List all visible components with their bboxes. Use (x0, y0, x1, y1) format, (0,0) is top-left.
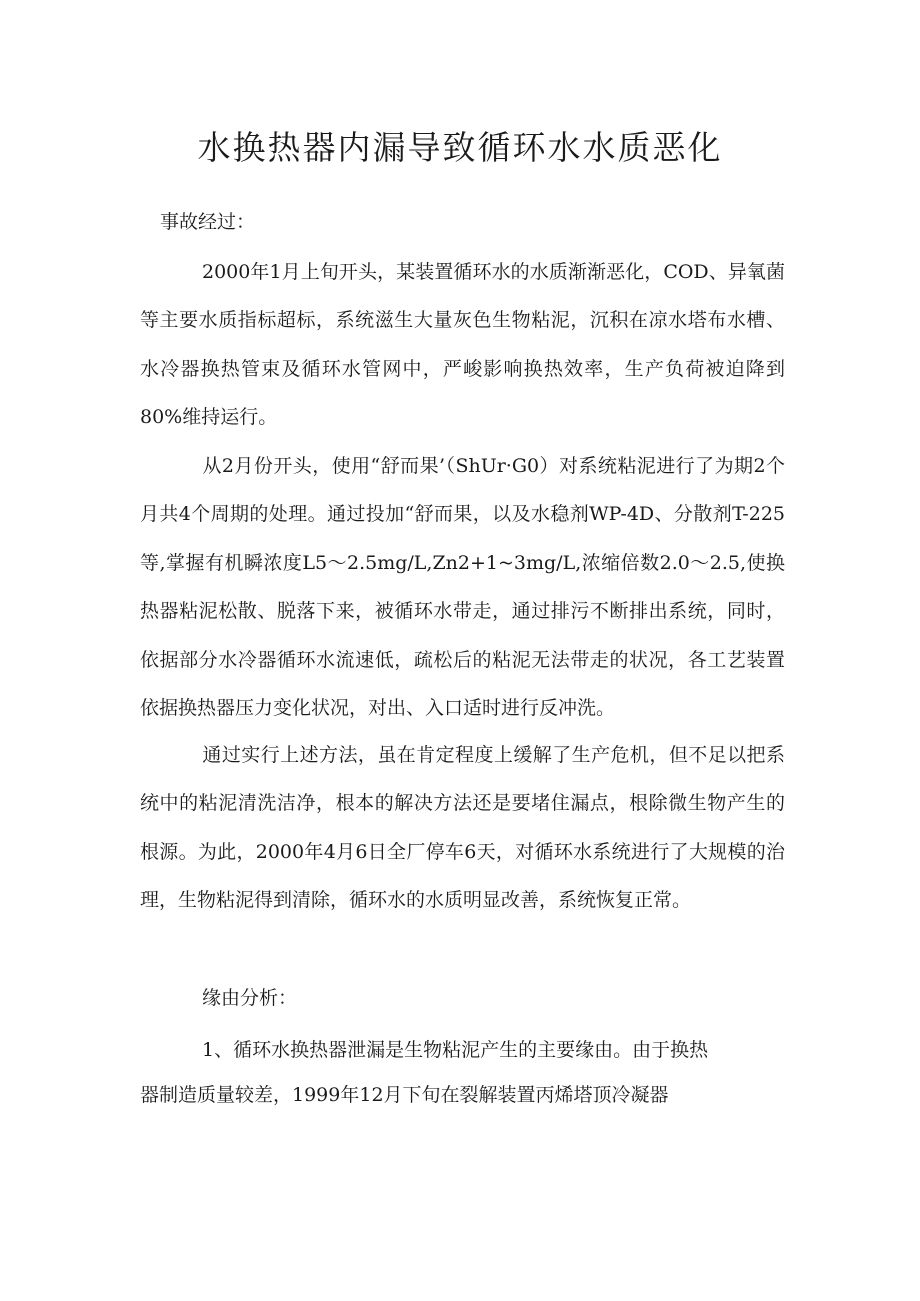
paragraph-2 (140, 442, 785, 732)
cause-1-line-1: 1、循环水换热器泄漏是生物粘泥产生的主要缘由。由于换热 (202, 1039, 709, 1061)
accident-section-label: 事故经过： (160, 211, 256, 233)
paragraph-2-text: 从2月份开头，使用“舒而果’（ShUr·G0）对系统粘泥进行了为期2个月共4个周期的处理。通过投加“舒而果，以及水稳剂WP-4D、分散剂T-225等,掌握有机瞬浓度L5～2.5mg/L,Zn2+1~3mg/L,浓缩倍数2.0～2.5,使换热器粘泥松散、脱落下来，被循环水带走，通过排污不断排出系统，同时，依据部分水冷器循环水流速低，疏松后的粘泥无法带走的状况，各工艺装置依据换热器压力变化状况，对出、入口适时进行反冲洗。 (140, 455, 785, 720)
paragraph-1 (140, 248, 785, 442)
document-title: 水换热器内漏导致循环水水质恶化 (197, 128, 723, 167)
cause-section-label: 缘由分析： (202, 987, 298, 1009)
paragraph-3-text: 通过实行上述方法，虽在肯定程度上缓解了生产危机，但不足以把系统中的粘泥清洗洁净，根本的解决方法还是要堵住漏点，根除微生物产生的根源。为此，2000年4月6日全厂停车6天，对循环水系统进行了大规模的治理，生物粘泥得到清除，循环水的水质明显改善，系统恢复正常。 (140, 744, 785, 912)
paragraph-3 (140, 731, 785, 925)
paragraph-1-text: 2000年1月上旬开头，某装置循环水的水质渐渐恶化，COD、异氧菌等主要水质指标超标，系统滋生大量灰色生物粘泥，沉积在凉水塔布水槽、水冷器换热管束及循环水管网中，严峻影响换热效率，生产负荷被迫降到80%维持运行。 (140, 261, 785, 429)
cause-1-line-2: 器制造质量较差，1999年12月下旬在裂解装置丙烯塔顶冷凝器 (140, 1084, 669, 1106)
